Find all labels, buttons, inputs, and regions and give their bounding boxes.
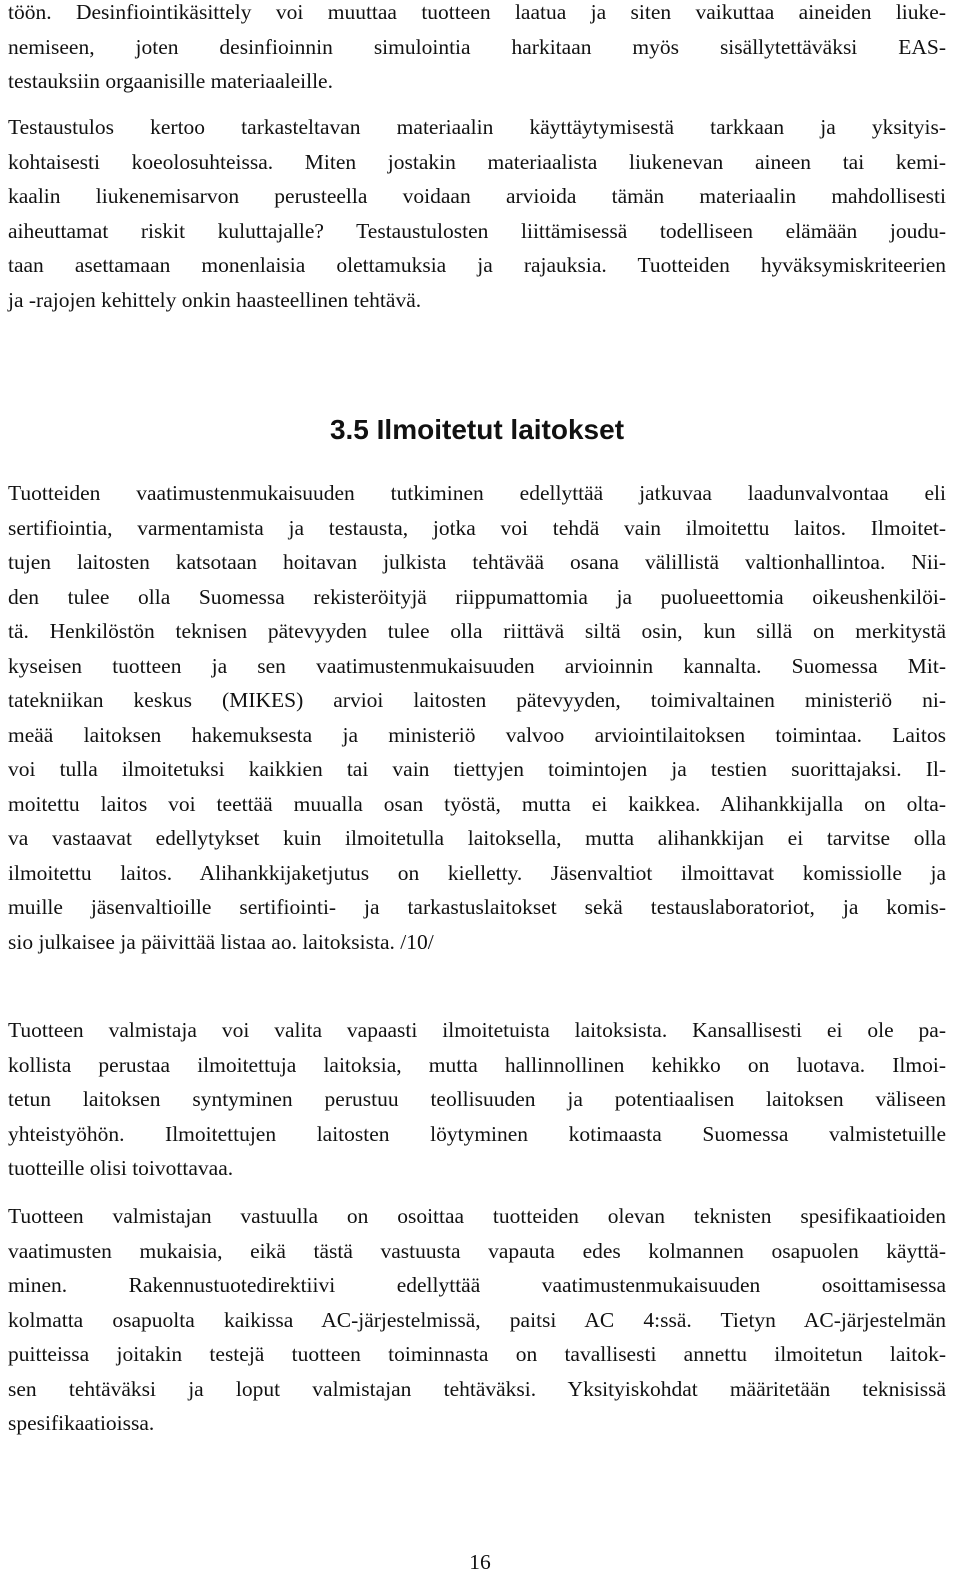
text-line: aiheuttamat riskit kuluttajalle? Testaustulosten liittämisessä todelliseen elämään joudu- (8, 218, 946, 243)
page-number: 16 (469, 1550, 491, 1574)
paragraph-valmistajan-vastuu (8, 1199, 946, 1441)
text-line: tatekniikan keskus (MIKES) arvioi laitosten pätevyyden, toimivaltainen ministeriö ni- (8, 688, 946, 712)
text-line: moitettu laitos voi teettää muualla osan työstä, mutta ei kaikkea. Alihankkijalla on olta- (8, 791, 946, 816)
text-line: ja -rajojen kehittely onkin haasteellinen tehtävä. (8, 287, 422, 312)
text-line: spesifikaatioissa. (8, 1411, 155, 1435)
text-line: Tuotteen valmistaja voi valita vapaasti ilmoitetuista laitoksista. Kansallisesti ei ole pa- (8, 1018, 946, 1042)
text-line: tuotteille olisi toivottavaa. (8, 1156, 234, 1180)
paragraph-vaatimustenmukaisuus (8, 476, 946, 959)
text-line: tetun laitoksen syntyminen perustuu teollisuuden ja potentiaalisen laitoksen väliseen (8, 1087, 946, 1111)
text-line: vaatimusten mukaisia, eikä tästä vastuusta vapauta edes kolmannen osapuolen käyttä- (8, 1238, 946, 1263)
text-line: ilmoitettu laitos. Alihankkijaketjutus on kielletty. Jäsenvaltiot ilmoittavat komissiolle ja (8, 860, 946, 885)
text-line: muille jäsenvaltioille sertifiointi- ja tarkastuslaitokset sekä testauslaboratoriot, ja komis- (8, 895, 946, 919)
text-line: tujen laitosten katsotaan hoitavan julkista tehtävää osana välillistä valtionhallintoa. Nii- (8, 550, 946, 574)
text-line: den tulee olla Suomessa rekisteröityjä riippumattomia ja puolueettomia oikeushenkilöi- (8, 584, 946, 609)
paragraph-valmistaja-valinta (8, 1013, 946, 1186)
text-line: tä. Henkilöstön teknisen pätevyyden tulee olla riittävä siltä osin, kun sillä on merkitystä (8, 619, 946, 643)
text-line: kollista perustaa ilmoitettuja laitoksia, mutta hallinnollinen kehikko on luotava. Ilmoi- (8, 1052, 946, 1077)
text-line: Tuotteiden vaatimustenmukaisuuden tutkiminen edellyttää jatkuvaa laadunvalvontaa eli (8, 481, 946, 505)
paragraph-desinfiointi (8, 0, 946, 99)
text-line: Testaustulos kertoo tarkasteltavan materiaalin käyttäytymisestä tarkkaan ja yksityis- (8, 115, 946, 139)
text-line: sen tehtäväksi ja loput valmistajan tehtäväksi. Yksityiskohdat määritetään teknisissä (8, 1376, 946, 1401)
text-line: kohtaisesti koeolosuhteissa. Miten jostakin materiaalista liukenevan aineen tai kemi- (8, 149, 946, 174)
text-line: minen. Rakennustuotedirektiivi edellyttää vaatimustenmukaisuuden osoittamisessa (8, 1273, 946, 1297)
text-line: nemiseen, joten desinfioinnin simulointia harkitaan myös sisällytettäväksi EAS- (8, 34, 946, 59)
text-line: testauksiin orgaanisille materiaaleille. (8, 69, 333, 93)
text-line: puitteissa joitakin testejä tuotteen toiminnasta on tavallisesti annettu ilmoitetun laitok- (8, 1342, 946, 1366)
paragraph-testaustulos (8, 110, 946, 317)
text-line: Tuotteen valmistajan vastuulla on osoittaa tuotteiden olevan teknisten spesifikaatioiden (8, 1204, 946, 1228)
text-line: voi tulla ilmoitetuksi kaikkien tai vain tiettyjen toimintojen ja testien suorittajaksi. Il- (8, 757, 946, 781)
text-line: sertifiointia, varmentamista ja testausta, jotka voi tehdä vain ilmoitettu laitos. Ilmoitet- (8, 515, 946, 540)
text-line: kolmatta osapuolta kaikissa AC-järjestelmissä, paitsi AC 4:ssä. Tietyn AC-järjestelmän (8, 1307, 946, 1332)
text-line: sio julkaisee ja päivittää listaa ao. laitoksista. /10/ (8, 929, 434, 954)
section-heading: 3.5 Ilmoitetut laitokset (329, 414, 625, 445)
text-line: taan asettamaan monenlaisia olettamuksia ja rajauksia. Tuotteiden hyväksymiskriteerien (8, 253, 946, 277)
text-line: kyseisen tuotteen ja sen vaatimustenmukaisuuden arvioinnin kannalta. Suomessa Mit- (8, 653, 946, 678)
text-line: töön. Desinfiointikäsittely voi muuttaa tuotteen laatua ja siten vaikuttaa aineiden liuke- (8, 0, 946, 24)
text-line: meää laitoksen hakemuksesta ja ministeriö valvoo arviointilaitoksen toimintaa. Laitos (8, 722, 946, 747)
text-line: yhteistyöhön. Ilmoitettujen laitosten löytyminen kotimaasta Suomessa valmistetuille (8, 1121, 946, 1146)
text-line: va vastaavat edellytykset kuin ilmoitetulla laitoksella, mutta alihankkijan ei tarvitse olla (8, 826, 946, 850)
text-line: kaalin liukenemisarvon perusteella voidaan arvioida tämän materiaalin mahdollisesti (8, 184, 946, 208)
